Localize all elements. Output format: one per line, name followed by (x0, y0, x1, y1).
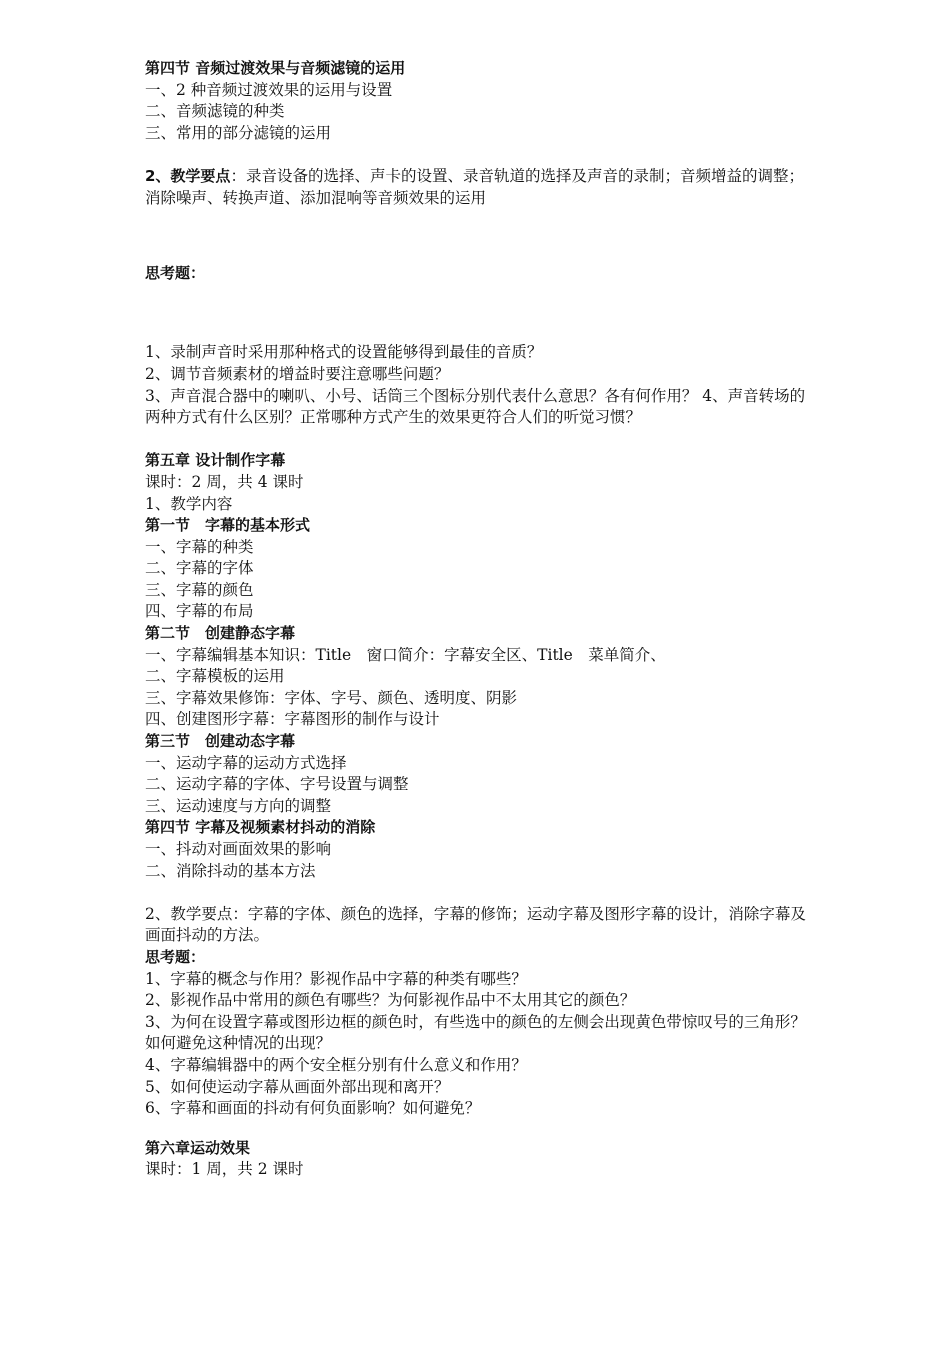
list-item: 三、字幕效果修饰：字体、字号、颜色、透明度、阴影 (145, 688, 518, 707)
list-item: 四、创建图形字幕：字幕图形的制作与设计 (145, 710, 440, 729)
spacer (145, 284, 815, 342)
question-item: 1、字幕的概念与作用？影视作品中字幕的种类有哪些？ (145, 969, 527, 988)
question-item: 2、影视作品中常用的颜色有哪些？为何影视作品中不太用其它的颜色？ (145, 991, 636, 1010)
content-label: 1、教学内容 (145, 494, 233, 513)
list-item: 四、字幕的布局 (145, 602, 254, 621)
section-heading: 第三节 创建动态字幕 (145, 732, 296, 751)
question-item: 4、字幕编辑器中的两个安全框分别有什么意义和作用？ (145, 1055, 527, 1074)
spacer (145, 241, 815, 263)
list-item: 二、音频滤镜的种类 (145, 102, 285, 121)
section-heading: 第四节 音频过渡效果与音频滤镜的运用 (145, 59, 406, 77)
spacer (145, 429, 815, 451)
list-item: 三、字幕的颜色 (145, 580, 254, 599)
key-points-text: ：录音设备的选择、声卡的设置、录音轨道的选择及声音的录制；音频增益的调整；消除噪声、转换声道、添加混响等音频效果的运用 (145, 166, 804, 207)
spacer (145, 144, 815, 166)
list-item: 一、运动字幕的运动方式选择 (145, 753, 347, 772)
question-item: 5、如何使运动字幕从画面外部出现和离开？ (145, 1077, 450, 1096)
questions-heading: 思考题： (145, 947, 206, 966)
spacer (145, 1120, 815, 1138)
questions-heading: 思考题： (145, 263, 206, 282)
question-item: 3、声音混合器中的喇叭、小号、话筒三个图标分别代表什么意思？各有何作用？ 4、声音转场的两种方式有什么区别？正常哪种方式产生的效果更符合人们的听觉习惯？ (145, 386, 806, 427)
spacer (145, 882, 815, 904)
list-item: 二、运动字幕的字体、字号设置与调整 (145, 775, 409, 794)
document-page (145, 58, 815, 1181)
list-item: 三、常用的部分滤镜的运用 (145, 123, 332, 142)
list-item: 三、运动速度与方向的调整 (145, 796, 332, 815)
key-points-paragraph: 2、教学要点：字幕的字体、颜色的选择，字幕的修饰；运动字幕及图形字幕的设计，消除字幕及画面抖动的方法。 (145, 904, 806, 945)
key-points-label: 2、教学要点 (145, 166, 231, 185)
chapter-heading: 第六章运动效果 (145, 1138, 251, 1157)
section-heading: 第一节 字幕的基本形式 (145, 516, 311, 535)
chapter-heading: 第五章 设计制作字幕 (145, 451, 286, 470)
list-item: 一、抖动对画面效果的影响 (145, 840, 332, 858)
section-heading: 第二节 创建静态字幕 (145, 624, 296, 643)
chapter-hours: 课时：2 周，共 4 课时 (145, 472, 304, 491)
list-item: 二、消除抖动的基本方法 (145, 861, 316, 880)
list-item: 一、字幕的种类 (145, 537, 254, 556)
key-points-paragraph (145, 166, 815, 209)
question-item: 2、调节音频素材的增益时要注意哪些问题？ (145, 364, 450, 383)
list-item: 一、字幕编辑基本知识：Title 窗口简介：字幕安全区、Title 菜单简介、 (145, 645, 666, 664)
question-item: 6、字幕和画面的抖动有何负面影响？如何避免？ (145, 1099, 481, 1118)
list-item: 二、字幕模板的运用 (145, 667, 285, 686)
section-heading: 第四节 字幕及视频素材抖动的消除 (145, 818, 376, 837)
list-item: 二、字幕的字体 (145, 559, 254, 578)
spacer (145, 209, 815, 241)
question-item: 3、为何在设置字幕或图形边框的颜色时，有些选中的颜色的左侧会出现黄色带惊叹号的三角形？如何避免这种情况的出现？ (145, 1012, 806, 1053)
list-item: 一、2 种音频过渡效果的运用与设置 (145, 80, 393, 99)
question-item: 1、录制声音时采用那种格式的设置能够得到最佳的音质？ (145, 343, 543, 362)
chapter-hours: 课时：1 周，共 2 课时 (145, 1160, 304, 1179)
